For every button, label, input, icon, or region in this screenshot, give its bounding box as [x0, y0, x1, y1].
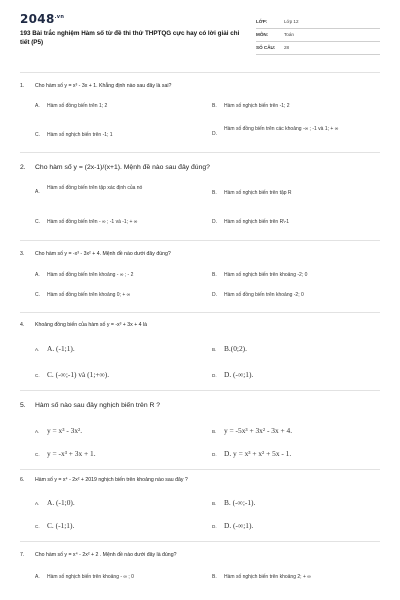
question-text: Hàm số nào sau đây nghịch biến trên R ?	[35, 402, 161, 409]
option-text: y = -5x³ + 3x² - 3x + 4.	[224, 426, 293, 435]
question-number: 4.	[20, 322, 25, 328]
option-letter: D.	[212, 524, 217, 529]
option-text: Hàm số nghịch biến trên khoảng - ∞ ; 0	[47, 574, 134, 580]
option-text: Hàm số đồng biến trên khoảng -2; 0	[224, 292, 304, 298]
logo-text: 2048	[20, 12, 55, 26]
option-letter: D.	[212, 373, 217, 378]
option-letter: B.	[212, 574, 217, 580]
option-letter: D.	[212, 131, 217, 137]
question-number: 2.	[20, 164, 26, 171]
option-letter: B.	[212, 272, 217, 278]
document-header	[20, 12, 380, 60]
question-text: Cho hàm số y = -x³ - 3x² + 4. Mệnh đề nào dưới đây đúng?	[35, 251, 171, 257]
divider	[20, 469, 380, 470]
option-text: A. (-1;1).	[47, 344, 75, 353]
document-title: 193 Bài trắc nghiệm Hàm số từ đề thi thử THPTQG cực hay có lời giải chi tiết (P5)	[20, 30, 240, 46]
divider	[20, 240, 380, 241]
question-text: Khoảng đồng biến của hàm số y = -x³ + 3x + 4 là	[35, 322, 148, 328]
option-letter: A.	[35, 501, 40, 506]
divider	[20, 152, 380, 153]
option-text: Hàm số đồng biến trên tập xác định của nó	[47, 185, 143, 191]
question-number: 7.	[20, 552, 25, 558]
meta-value: Toán	[284, 32, 294, 37]
option-letter: C.	[35, 132, 40, 138]
option-text: Hàm số nghịch biến trên tập R	[224, 190, 292, 196]
option-letter: D.	[212, 219, 217, 225]
option-text: D. (-∞;1).	[224, 521, 254, 530]
option-letter: A.	[35, 429, 40, 434]
option-text: Hàm số nghịch biến trên -1; 2	[224, 103, 290, 109]
option-text: y = -x³ + 3x + 1.	[47, 449, 96, 458]
meta-row-subject	[256, 29, 380, 42]
divider	[20, 72, 380, 73]
option-letter: B.	[212, 501, 217, 506]
option-letter: B.	[212, 190, 217, 196]
question-number: 5.	[20, 402, 26, 409]
question-text: Cho hàm số y = (2x-1)/(x+1). Mệnh đề nào sau đây đúng?	[35, 164, 210, 171]
meta-key: SỐ CÂU:	[256, 45, 276, 50]
meta-row-count	[256, 42, 380, 55]
option-text: C. (-∞;-1) và (1;+∞).	[47, 370, 110, 379]
option-text: Hàm số nghịch biến trên khoảng -2; 0	[224, 272, 308, 278]
option-letter: C.	[35, 373, 40, 378]
option-text: Hàm số nghịch biến trên khoảng 2; + ∞	[224, 574, 311, 580]
question-text: Cho hàm số y = x⁴ - 2x² + 2 . Mệnh đề nào dưới đây là đúng?	[35, 552, 177, 558]
divider	[20, 312, 380, 313]
option-text: Hàm số đồng biến trên khoảng 0; + ∞	[47, 292, 131, 298]
option-letter: A.	[35, 189, 40, 195]
option-letter: B.	[212, 429, 217, 434]
question-text: Hàm số y = x⁴ - 2x² + 2019 nghịch biến trên khoảng nào sau đây ?	[35, 477, 188, 483]
option-text: Hàm số đồng biến trên khoảng - ∞ ; - 2	[47, 272, 134, 278]
option-text: C. (-1;1).	[47, 521, 75, 530]
option-text: D. (-∞;1).	[224, 370, 254, 379]
meta-value: 28	[284, 45, 290, 50]
option-letter: C.	[35, 524, 40, 529]
option-text: Hàm số nghịch biến trên R\-1	[224, 219, 290, 225]
option-letter: B.	[212, 103, 217, 109]
question-number: 6.	[20, 477, 25, 483]
option-letter: D.	[212, 452, 217, 457]
option-text: D. y = x³ + x² + 5x - 1.	[224, 449, 292, 458]
option-letter: C.	[35, 219, 40, 225]
option-text: Hàm số nghịch biến trên -1; 1	[47, 132, 113, 138]
meta-value: Lớp 12	[284, 19, 299, 24]
option-text: y = x³ - 3x².	[47, 426, 83, 435]
meta-key: LỚP:	[256, 19, 268, 24]
option-text: B. (-∞;-1).	[224, 498, 256, 507]
option-letter: B.	[212, 347, 217, 352]
question-number: 1.	[20, 83, 25, 89]
option-letter: C.	[35, 292, 40, 298]
option-text: A. (-1;0).	[47, 498, 75, 507]
question-text: Cho hàm số y = x³ - 3x + 1. Khẳng định nào sau đây là sai?	[35, 83, 172, 89]
meta-row-class	[256, 16, 380, 29]
option-letter: A.	[35, 103, 40, 109]
divider	[20, 541, 380, 542]
option-letter: D.	[212, 292, 217, 298]
option-text: B.(0;2).	[224, 344, 247, 353]
meta-table	[256, 16, 380, 55]
option-text: Hàm số đồng biến trên 1; 2	[47, 103, 108, 109]
divider	[20, 390, 380, 391]
site-logo[interactable]	[20, 12, 64, 26]
meta-key: MÔN:	[256, 32, 269, 37]
logo-suffix: .vn	[54, 14, 65, 20]
question-number: 3.	[20, 251, 25, 257]
option-text: Hàm số đồng biến trên - ∞ ; -1 và -1; + ∞	[47, 219, 138, 225]
option-letter: A.	[35, 272, 40, 278]
option-text: Hàm số đồng biến trên các khoảng -∞ ; -1 và 1; + ∞	[224, 126, 339, 132]
option-letter: C.	[35, 452, 40, 457]
option-letter: A.	[35, 347, 40, 352]
option-letter: A.	[35, 574, 40, 580]
